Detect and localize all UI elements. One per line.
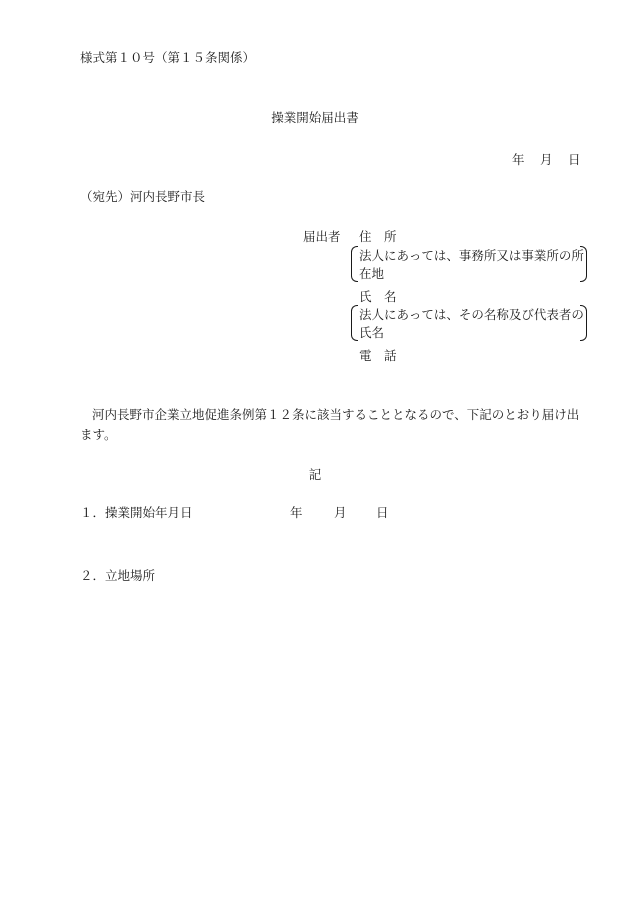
date-year: 年 xyxy=(512,152,525,167)
item-month: 月 xyxy=(334,505,347,520)
item-start-date-value xyxy=(290,503,389,521)
right-bracket xyxy=(580,305,587,341)
addressee: （宛先）河内長野市長 xyxy=(80,189,206,204)
left-bracket xyxy=(351,246,358,282)
date-day: 日 xyxy=(568,152,581,167)
name-label: 氏 名 xyxy=(359,289,397,304)
item-year: 年 xyxy=(290,505,303,520)
date-line xyxy=(512,150,581,168)
left-bracket xyxy=(351,305,358,341)
document-title: 操業開始届出書 xyxy=(271,110,359,125)
address-label: 住 所 xyxy=(359,229,397,244)
notifier-label: 届出者 xyxy=(303,229,341,244)
address-note-bracket xyxy=(351,246,587,282)
ki-heading: 記 xyxy=(308,467,322,482)
body-text: 河内長野市企業立地促進条例第１２条に該当することとなるので、下記のとおり届け出ます。 xyxy=(80,407,580,442)
form-number: 様式第１０号（第１５条関係） xyxy=(80,50,256,65)
phone-label: 電 話 xyxy=(359,348,397,363)
item-day: 日 xyxy=(376,505,389,520)
item-start-date-label: １．操業開始年月日 xyxy=(80,505,193,520)
name-note: 法人にあっては、その名称及び代表者の氏名 xyxy=(359,307,584,340)
right-bracket xyxy=(580,246,587,282)
name-note-bracket xyxy=(351,305,587,341)
address-note: 法人にあっては、事務所又は事業所の所在地 xyxy=(359,248,584,281)
date-month: 月 xyxy=(540,152,553,167)
item-location-label: ２．立地場所 xyxy=(80,568,156,583)
